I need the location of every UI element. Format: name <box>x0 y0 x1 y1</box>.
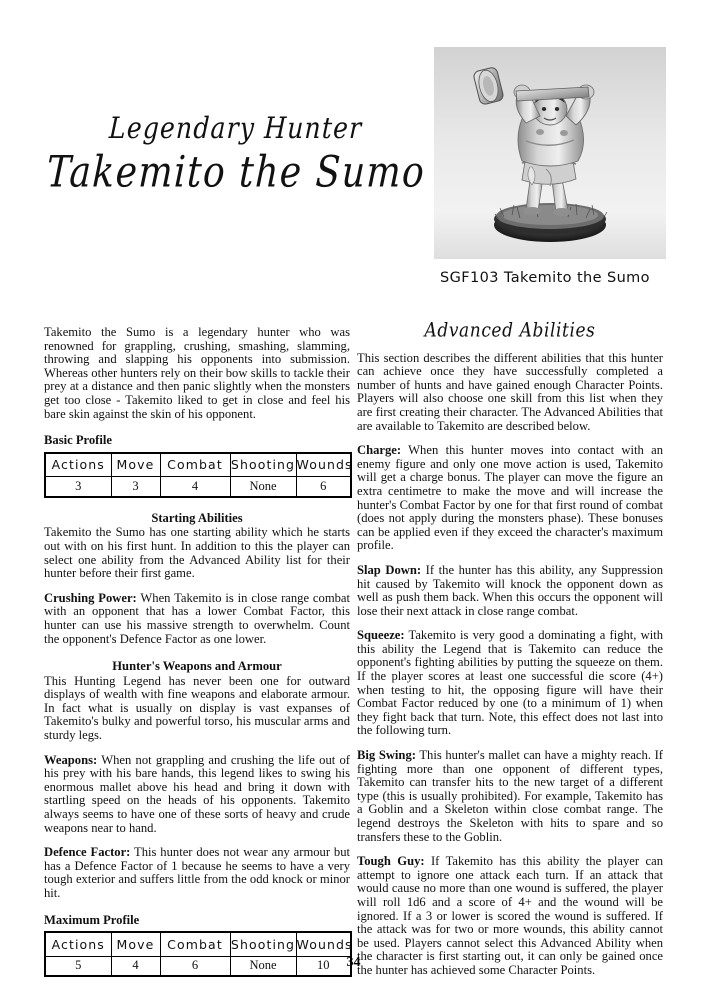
maximum-profile-label: Maximum Profile <box>44 912 140 927</box>
weapons-armour-heading: Hunter's Weapons and Armour <box>112 659 282 674</box>
starting-abilities-text: Takemito the Sumo has one starting ability which he starts out with on his first hunt. In addition to this the player can select one ability from the Advanced Ability list for their hunter before their first game. <box>44 525 350 581</box>
header-combat: Combat <box>160 932 230 956</box>
ability-charge-label: Charge: <box>357 443 402 458</box>
maximum-move: 4 <box>111 956 160 976</box>
defence-factor-paragraph <box>44 846 350 900</box>
header-wounds: Wounds <box>296 932 351 956</box>
advanced-abilities-heading: Advanced Abilities <box>424 319 596 343</box>
ability-squeeze-text: Takemito is very good a dominating a fight, with this ability the Legend that is Takemito can reduce the opponent's fighting abilities by putting the squeeze on them. If the player scores at least one successful die score (4+) when testing to hit, the opposing figure will have their Combat Factor reduced by one (to a minimum of 1) when they fight back that turn. Note, this effect does not last into the following turn. <box>357 628 663 738</box>
weapons-armour-text: This Hunting Legend has never been one for outward displays of wealth with fine weapons and elaborate armour. In fact what is usually on display is vast expanses of Takemito's bulky and powerful torso, his muscular arms and sturdy legs. <box>44 673 350 743</box>
intro-paragraph: Takemito the Sumo is a legendary hunter who was renowned for grappling, crushing, smashing, slamming, throwing and slapping his opponents into submission. Whereas other hunters rely on their bow skills to tackle their prey at a distance and then panic slightly when the monsters get too close - Takemito liked to get in close and feel his bare skin against the skin of his opponent. <box>44 325 350 421</box>
ability-big-swing-text: This hunter's mallet can have a mighty reach. If fighting more than one opponent of different types, Takemito can transfer hits to the new target of a different type (this is usually prohibited). For example, Takemito has a Goblin and a Skeleton within close combat range. The legend destroys the Skeleton with hits to spare and so transfers these to the Goblin. <box>357 748 663 844</box>
starting-abilities-heading: Starting Abilities <box>151 510 243 525</box>
page-title-superline: Legendary Hunter <box>108 110 364 146</box>
basic-move: 3 <box>111 477 160 497</box>
maximum-wounds: 10 <box>296 956 351 976</box>
header-actions: Actions <box>45 453 111 477</box>
weapons-paragraph <box>44 754 350 836</box>
defence-factor-label: Defence Factor: <box>44 845 131 860</box>
page-title: Takemito the Sumo <box>45 148 427 198</box>
table-header-row <box>45 453 351 477</box>
basic-combat: 4 <box>160 477 230 497</box>
title-block <box>40 110 430 198</box>
table-row <box>45 477 351 497</box>
ability-big-swing <box>357 749 663 844</box>
header-move: Move <box>111 453 160 477</box>
ability-squeeze <box>357 629 663 738</box>
maximum-actions: 5 <box>45 956 111 976</box>
header-wounds: Wounds <box>296 453 351 477</box>
ability-slap-down <box>357 564 663 618</box>
basic-shooting: None <box>230 477 296 497</box>
ability-charge-text: When this hunter moves into contact with an enemy figure and only one move action is used, Takemito will get a charge bonus. The player can move the figure an extra centimetre to make the move and will increase the hunter's Combat Factor by one for that first round of combat (does not apply during the monsters phase). These bonuses can be applied even if they exceed the character's maximum profile. <box>357 443 663 553</box>
ability-big-swing-label: Big Swing: <box>357 748 416 763</box>
advanced-abilities-intro: This section describes the different abilities that this hunter can achieve once they have successfully completed a number of hunts and have gained enough Character Points. Players will also choose one skill from this list when they are first creating their character. The Advanced Abilities that are available to Takemito are described below. <box>357 350 663 433</box>
basic-profile-label: Basic Profile <box>44 433 112 448</box>
header-actions: Actions <box>45 932 111 956</box>
crushing-power-label: Crushing Power: <box>44 590 137 605</box>
page-header <box>0 0 707 305</box>
page-number: 34 <box>346 955 361 970</box>
miniature-photo <box>434 47 666 259</box>
maximum-combat: 6 <box>160 956 230 976</box>
ability-slap-down-text: If the hunter has this ability, any Suppression hit caused by Takemito will knock the opponent down as well as push them back. When this occurs the opponent will lose their next attack in close range combat. <box>357 562 663 618</box>
ability-charge <box>357 444 663 553</box>
basic-actions: 3 <box>45 477 111 497</box>
basic-wounds: 6 <box>296 477 351 497</box>
weapons-text: When not grappling and crushing the life out of his prey with his bare hands, this legend likes to swing his enormous mallet above his head and bring it down with startling speed on the heads of his opponents. Takemito always seems to have one of these sorts of heavy and crude weapons near to hand. <box>44 752 350 835</box>
defence-factor-text: This hunter does not wear any armour but has a Defence Factor of 1 because he seems to have a very tough exterior and suffers little from the odd knock or minor hit. <box>44 845 351 900</box>
maximum-shooting: None <box>230 956 296 976</box>
ability-tough-guy-text: If Takemito has this ability the player can attempt to ignore one attack each turn. If an attack that would cause no more than one wound is suffered, the player will roll 1d6 and a score of 4+ and the wound will be ignored. If a 3 or lower is scored the wound is suffered. If the attack was for two or more wounds, this ability cannot be used. Players cannot select this Advanced Ability when the character is first starting out, it can only be gained once the hunter has achieved some Character Points. <box>357 854 663 977</box>
header-combat: Combat <box>160 453 230 477</box>
crushing-power-text: When Takemito is in close range combat with an opponent that has a lower Combat Factor, this hunter can use his massive strength to overwhelm. Count the opponent's Defence Factor as one lower. <box>44 590 351 646</box>
table-header-row <box>45 932 351 956</box>
header-shooting: Shooting <box>230 932 296 956</box>
left-column <box>44 325 353 977</box>
ability-squeeze-label: Squeeze: <box>357 628 405 643</box>
weapons-label: Weapons: <box>44 752 98 767</box>
right-column <box>357 319 663 978</box>
header-move: Move <box>111 932 160 956</box>
ability-slap-down-label: Slap Down: <box>357 562 422 577</box>
header-shooting: Shooting <box>230 453 296 477</box>
basic-profile-table <box>44 452 352 498</box>
crushing-power-paragraph <box>44 592 350 646</box>
photo-caption: SGF103 Takemito the Sumo <box>440 270 650 286</box>
ability-tough-guy-label: Tough Guy: <box>357 854 425 869</box>
